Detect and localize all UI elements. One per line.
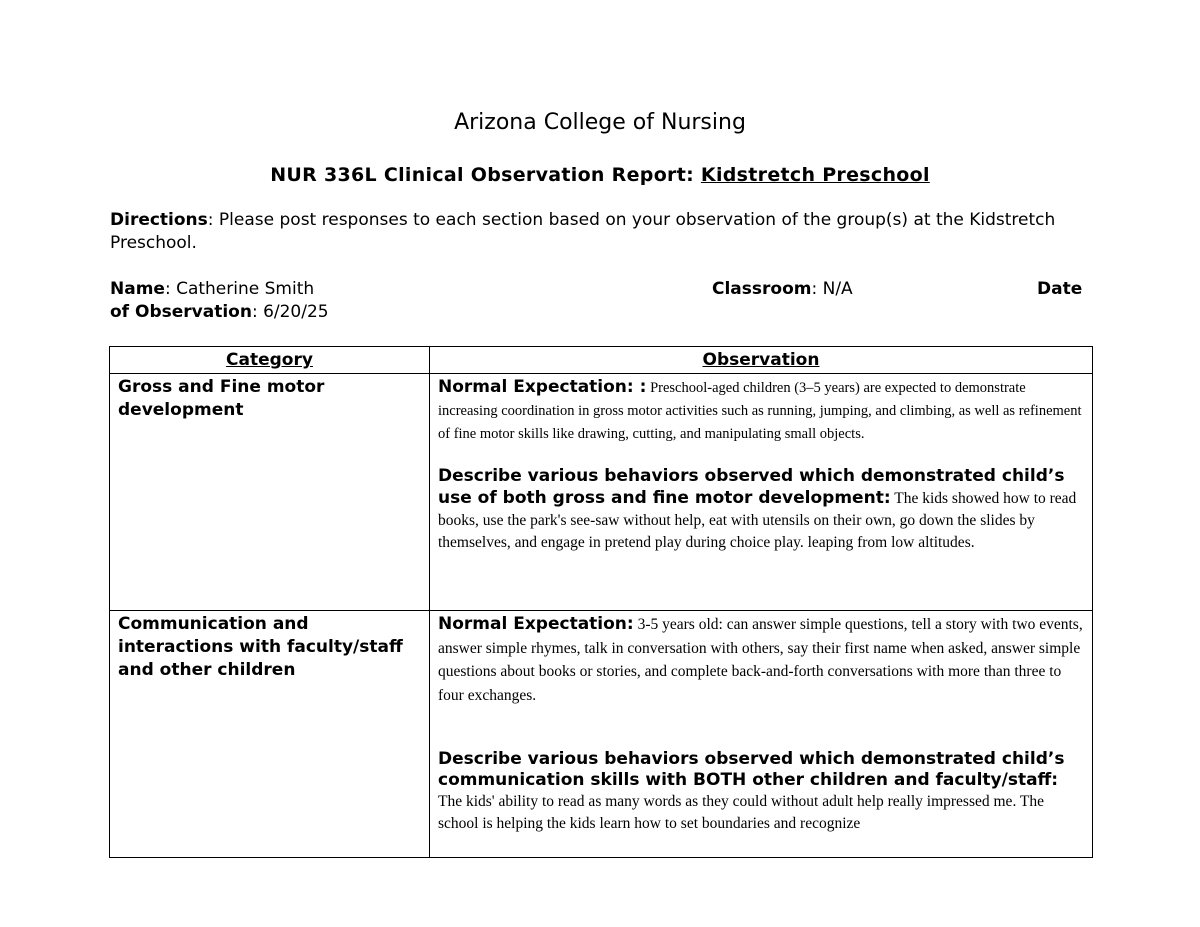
- describe-section: [438, 465, 1084, 553]
- observation-cell: [430, 611, 1093, 858]
- directions: [110, 209, 1070, 255]
- table-row: [110, 374, 1093, 611]
- category-cell: Communication and interactions with faculty/staff and other children: [110, 611, 430, 858]
- normal-expectation: [438, 613, 1084, 707]
- table-row: [110, 611, 1093, 858]
- header-observation: Observation: [430, 347, 1093, 374]
- category-cell: Gross and Fine motor development: [110, 374, 430, 611]
- normal-expectation: [438, 376, 1084, 445]
- observation-date-label: of Observation: [110, 302, 252, 322]
- classroom-label: Classroom: [712, 279, 812, 299]
- report-subtitle: [0, 164, 1200, 186]
- expectation-label: Normal Expectation: :: [438, 377, 647, 397]
- directions-label: Directions: [110, 210, 208, 230]
- table-header-row: [110, 347, 1093, 374]
- header-category: Category: [110, 347, 430, 374]
- expectation-text: Preschool-aged children (3–5 years) are expected to demonstrate increasing coordination in gross motor activities such as running, jumping, and climbing, as well as refinement of fine motor skills like drawing, cutting, and manipulating small objects.: [438, 380, 1082, 442]
- classroom-field: [712, 278, 853, 301]
- date-label: Date: [1037, 279, 1083, 299]
- observation-date-value: : 6/20/25: [251, 302, 329, 322]
- classroom-value: : N/A: [811, 279, 853, 299]
- observation-date-field: [110, 301, 329, 324]
- name-value: : Catherine Smith: [164, 279, 315, 299]
- describe-label: Describe various behaviors observed which demonstrated child’s communication skills with BOTH other children and faculty/staff:: [438, 749, 1065, 790]
- describe-text: The kids' ability to read as many words as they could without adult help really impressed me. The school is helping the kids learn how to set boundaries and recognize: [438, 793, 1045, 832]
- name-field: [110, 278, 314, 301]
- subtitle-site: Kidstretch Preschool: [700, 164, 930, 186]
- observation-cell: [430, 374, 1093, 611]
- describe-label: Describe various behaviors observed which demonstrated child’s use of both gross and fine motor development:: [438, 466, 1065, 508]
- expectation-text: 3-5 years old: can answer simple questions, tell a story with two events, answer simple rhymes, talk in conversation with others, say their first name when asked, answer simple questions about books or stories, and complete back-and-forth conversations with more than three to four exchanges.: [438, 616, 1083, 704]
- name-label: Name: [110, 279, 165, 299]
- observation-table: [109, 346, 1093, 858]
- directions-text: : Please post responses to each section based on your observation of the group(s) at the Kidstretch Preschool.: [110, 210, 1056, 253]
- student-info: [110, 278, 1090, 326]
- page-title: Arizona College of Nursing: [454, 110, 746, 135]
- describe-text: The kids showed how to read books, use the park's see-saw without help, eat with utensils on their own, go down the slides by themselves, and engage in pretend play during choice play. leaping from low altitudes.: [438, 490, 1077, 551]
- describe-section: [438, 749, 1084, 835]
- expectation-label: Normal Expectation:: [438, 614, 634, 634]
- subtitle-prefix: NUR 336L Clinical Observation Report:: [270, 164, 694, 186]
